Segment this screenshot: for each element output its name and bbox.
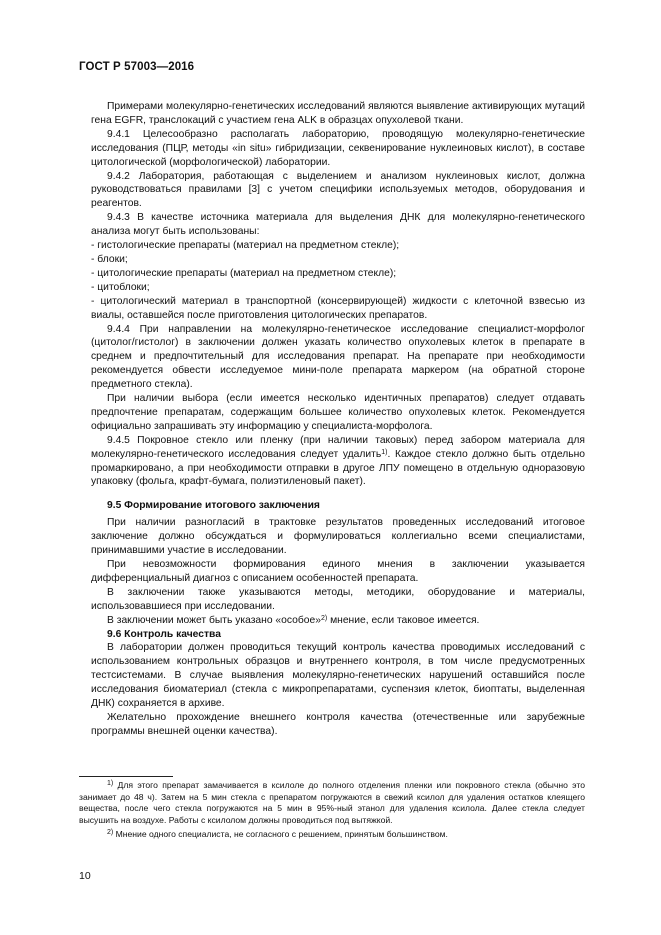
list-item: - цитоблоки; <box>91 281 150 293</box>
footnote-text: Для этого препарат замачивается в ксилоле до полного отделения пленки или покровного стекла (обычно это занимает до 48 ч). Затем на 5 мин стекла с препаратом погружаются в свежий ксилол для удаления остатков клеящего вещества, после чего стекла погружаются на 5 мин в 95%-ный этанол для удаления ксилола. Далее стекла следует высушить на воздухе. Работы с ксилолом должны проводиться под вытяжкой. <box>79 780 585 826</box>
paragraph <box>91 614 585 628</box>
section-heading-9-6: 9.6 Контроль качества <box>107 628 221 640</box>
footnote-mark: 2) <box>107 828 114 836</box>
list-item: - гистологические препараты (материал на предметном стекле); <box>91 240 400 252</box>
list-item: - цитологический материал в транспортной (консервирующей) жидкости с клеточной взвесью из виалы, оставшейся после приготовления цитологических препаратов. <box>91 295 585 321</box>
footnote <box>79 780 585 827</box>
paragraph-text: 9.4.5 Покровное стекло или пленку (при наличии таковых) перед забором материала для молекулярно-генетического исследования следует удалить <box>91 434 585 460</box>
paragraph: Примерами молекулярно-генетических исследований являются выявление активирующих мутаций гена EGFR, транслокаций с участием гена ALK в образцах опухолевой ткани. <box>91 101 585 126</box>
paragraph: При наличии разногласий в трактовке результатов проведенных исследований итоговое заключение должно обсуждаться и формулироваться коллегиально всеми специалистами, принимавшими участие в исследовании. <box>91 517 585 557</box>
footnote-ref: 1) <box>381 448 388 456</box>
paragraph: 9.4.3 В качестве источника материала для выделения ДНК для молекулярно-генетического анализа могут быть использованы: <box>91 212 585 238</box>
paragraph: 9.4.1 Целесообразно располагать лабораторию, проводящую молекулярно-генетические исследования (ПЦР, методы «in situ» гибридизации, секвенирование нуклеиновых кислот), в составе цитологической (морфологической) лаборатории. <box>91 128 585 168</box>
paragraph-text: . Каждое стекло должно быть отдельно промаркировано, а при необходимости отправки в другое ЛПУ помещено в отдельную одноразовую упаковку (фольга, крафт-бумага, полиэтиленовый пакет). <box>91 448 585 488</box>
document-header: ГОСТ Р 57003—2016 <box>79 61 195 73</box>
paragraph: В лаборатории должен проводиться текущий контроль качества проводимых исследований с использованием контрольных образцов и внутреннего контроля, в том числе предусмотренных тестсистемами. В случае выявления молекулярно-генетических нарушений оставшийся после исследования биоматериал (стекла с микропрепаратами, суспензия клеток, биоптаты, выделенная ДНК) сохраняется в архиве. <box>91 642 585 710</box>
paragraph: При наличии выбора (если имеется несколько идентичных препаратов) следует отдавать предпочтение препаратам, содержащим большее количество опухолевых клеток. Рекомендуется официально запрашивать эту информацию у специалиста-морфолога. <box>91 393 585 432</box>
paragraph: 9.4.2 Лаборатория, работающая с выделением и анализом нуклеиновых кислот, должна руководствоваться правилами [3] с учетом специфики используемых методов, оборудования и реагентов. <box>91 170 585 210</box>
paragraph <box>91 434 585 490</box>
footnote-divider <box>79 776 173 777</box>
paragraph: 9.4.4 При направлении на молекулярно-генетическое исследование специалист-морфолог (цитолог/гистолог) в заключении должен указать количество опухолевых клеток в препарате в среднем и предпочтительный для исследования препарат. На препарате при необходимости рекомендуется обвести исследуемое мини-поле препарата маркером (на обратной стороне предметного стекла). <box>91 323 585 391</box>
paragraph: В заключении также указываются методы, методики, оборудование и материалы, использовавшиеся при исследовании. <box>91 586 585 612</box>
document-body <box>91 94 585 739</box>
paragraph-text: В заключении может быть указано «особое» <box>107 614 321 626</box>
paragraph-text: мнение, если таковое имеется. <box>327 614 480 626</box>
footnote <box>79 829 585 841</box>
section-heading-9-5: 9.5 Формирование итогового заключения <box>107 500 320 512</box>
footnote-text: Мнение одного специалиста, не согласного с решением, принятым большинством. <box>113 828 448 839</box>
list-item: - цитологические препараты (материал на предметном стекле); <box>91 267 397 279</box>
footnote-ref: 2) <box>320 614 328 622</box>
footnote-mark: 1) <box>107 780 114 787</box>
list-item: - блоки; <box>91 253 128 265</box>
paragraph: Желательно прохождение внешнего контроля качества (отечественные или зарубежные программы внешней оценки качества). <box>91 711 585 737</box>
paragraph: При невозможности формирования единого мнения в заключении указывается дифференциальный диагноз с описанием особенностей препарата. <box>91 559 585 584</box>
footnotes <box>79 780 585 843</box>
page-number: 10 <box>79 870 91 882</box>
